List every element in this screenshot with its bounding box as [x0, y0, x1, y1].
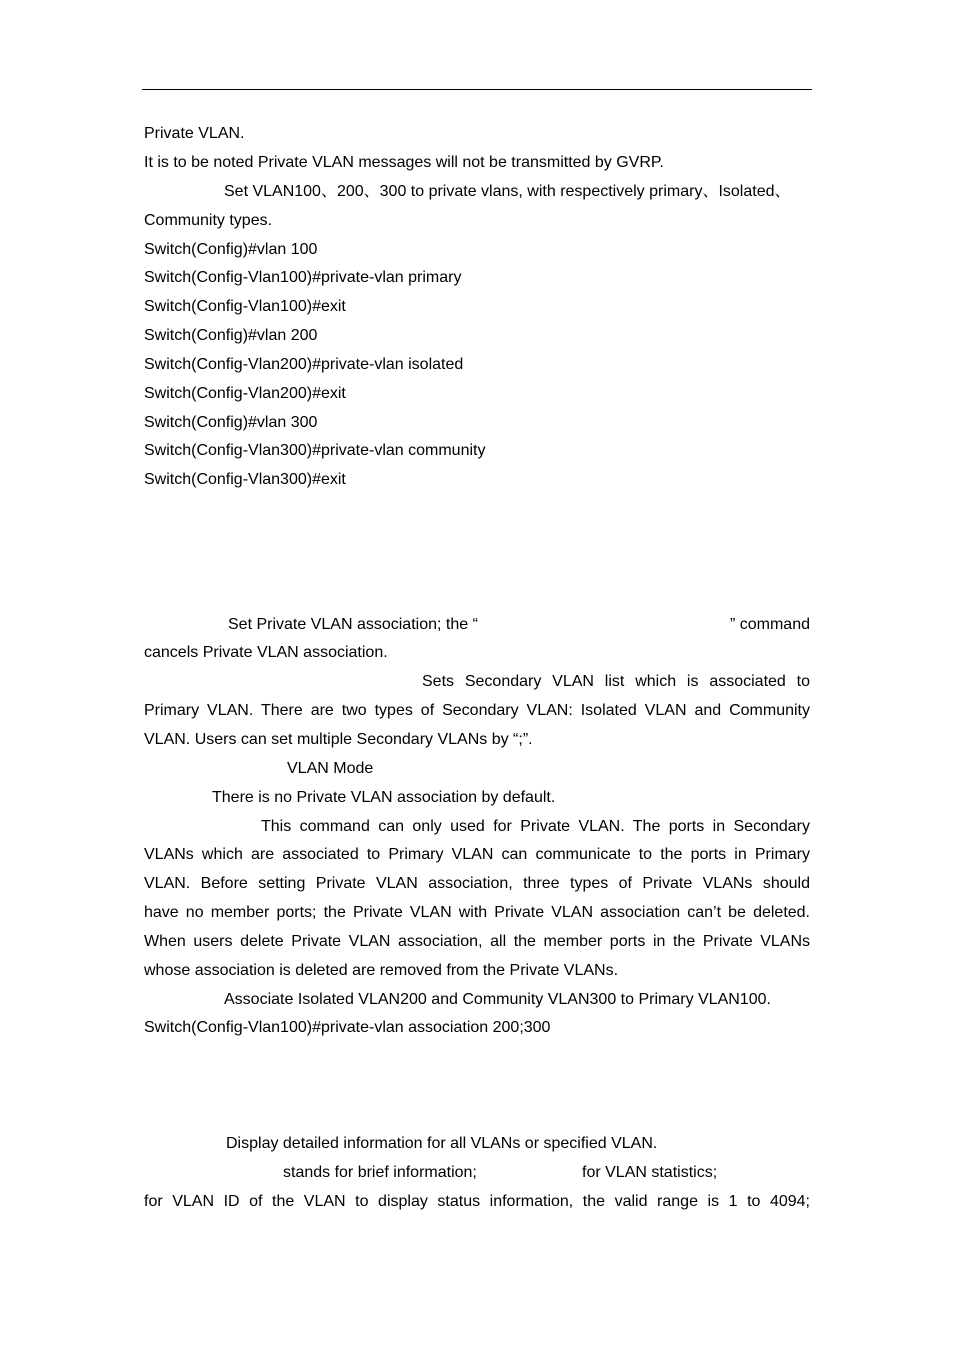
example1-description-cont: Community types. [144, 212, 273, 229]
command-line: Switch(Config)#vlan 300 [144, 414, 318, 431]
association-usage-cont: VLAN. Before setting Private VLAN association, three types of Private VLANs should [144, 875, 810, 892]
association-usage-cont: whose association is deleted are removed from the Private VLANs. [144, 962, 619, 979]
header-rule [142, 89, 812, 90]
association-usage-cont: When users delete Private VLAN association, all the member ports in the Private VLANs [144, 933, 810, 950]
command-line: Switch(Config-Vlan300)#exit [144, 471, 346, 488]
command-line: Switch(Config-Vlan200)#private-vlan isolated [144, 356, 464, 373]
association-usage-cont: VLANs which are associated to Primary VLAN can communicate to the ports in Primary [144, 846, 810, 863]
association-function-text: Set Private VLAN association; the “ [228, 616, 478, 633]
association-example: Associate Isolated VLAN200 and Community VLAN300 to Primary VLAN100. [224, 991, 771, 1008]
show-vlan-parameter-summary: for VLAN statistics; [582, 1164, 718, 1181]
command-line: Switch(Config-Vlan300)#private-vlan community [144, 442, 486, 459]
association-default: There is no Private VLAN association by default. [212, 789, 556, 806]
intro-line-1: Private VLAN. [144, 125, 245, 142]
command-line: Switch(Config-Vlan100)#private-vlan primary [144, 269, 462, 286]
association-example-command: Switch(Config-Vlan100)#private-vlan association 200;300 [144, 1019, 551, 1036]
show-vlan-parameter-brief: stands for brief information; [283, 1164, 477, 1181]
command-line: Switch(Config)#vlan 200 [144, 327, 318, 344]
association-usage-cont: have no member ports; the Private VLAN with Private VLAN association can’t be deleted. [144, 904, 810, 921]
command-line: Switch(Config-Vlan100)#exit [144, 298, 346, 315]
show-vlan-parameter-cont: for VLAN ID of the VLAN to display status information, the valid range is 1 to 4094; [144, 1193, 810, 1210]
show-vlan-function: Display detailed information for all VLANs or specified VLAN. [226, 1135, 658, 1152]
command-line: Switch(Config-Vlan200)#exit [144, 385, 346, 402]
association-function-cont: cancels Private VLAN association. [144, 644, 388, 661]
example1-description: Set VLAN100、200、300 to private vlans, with respectively primary、Isolated、 [224, 183, 791, 200]
association-parameter-cont: Primary VLAN. There are two types of Secondary VLAN: Isolated VLAN and Community [144, 702, 810, 719]
association-parameter-text: Sets Secondary VLAN list which is associated to [422, 673, 810, 690]
intro-line-2: It is to be noted Private VLAN messages will not be transmitted by GVRP. [144, 154, 664, 171]
association-usage: This command can only used for Private VLAN. The ports in Secondary [261, 818, 810, 835]
association-mode: VLAN Mode [287, 760, 374, 777]
association-parameter-cont: VLAN. Users can set multiple Secondary VLANs by “;”. [144, 731, 533, 748]
association-function-text-end: ” command [729, 616, 810, 633]
command-line: Switch(Config)#vlan 100 [144, 241, 318, 258]
